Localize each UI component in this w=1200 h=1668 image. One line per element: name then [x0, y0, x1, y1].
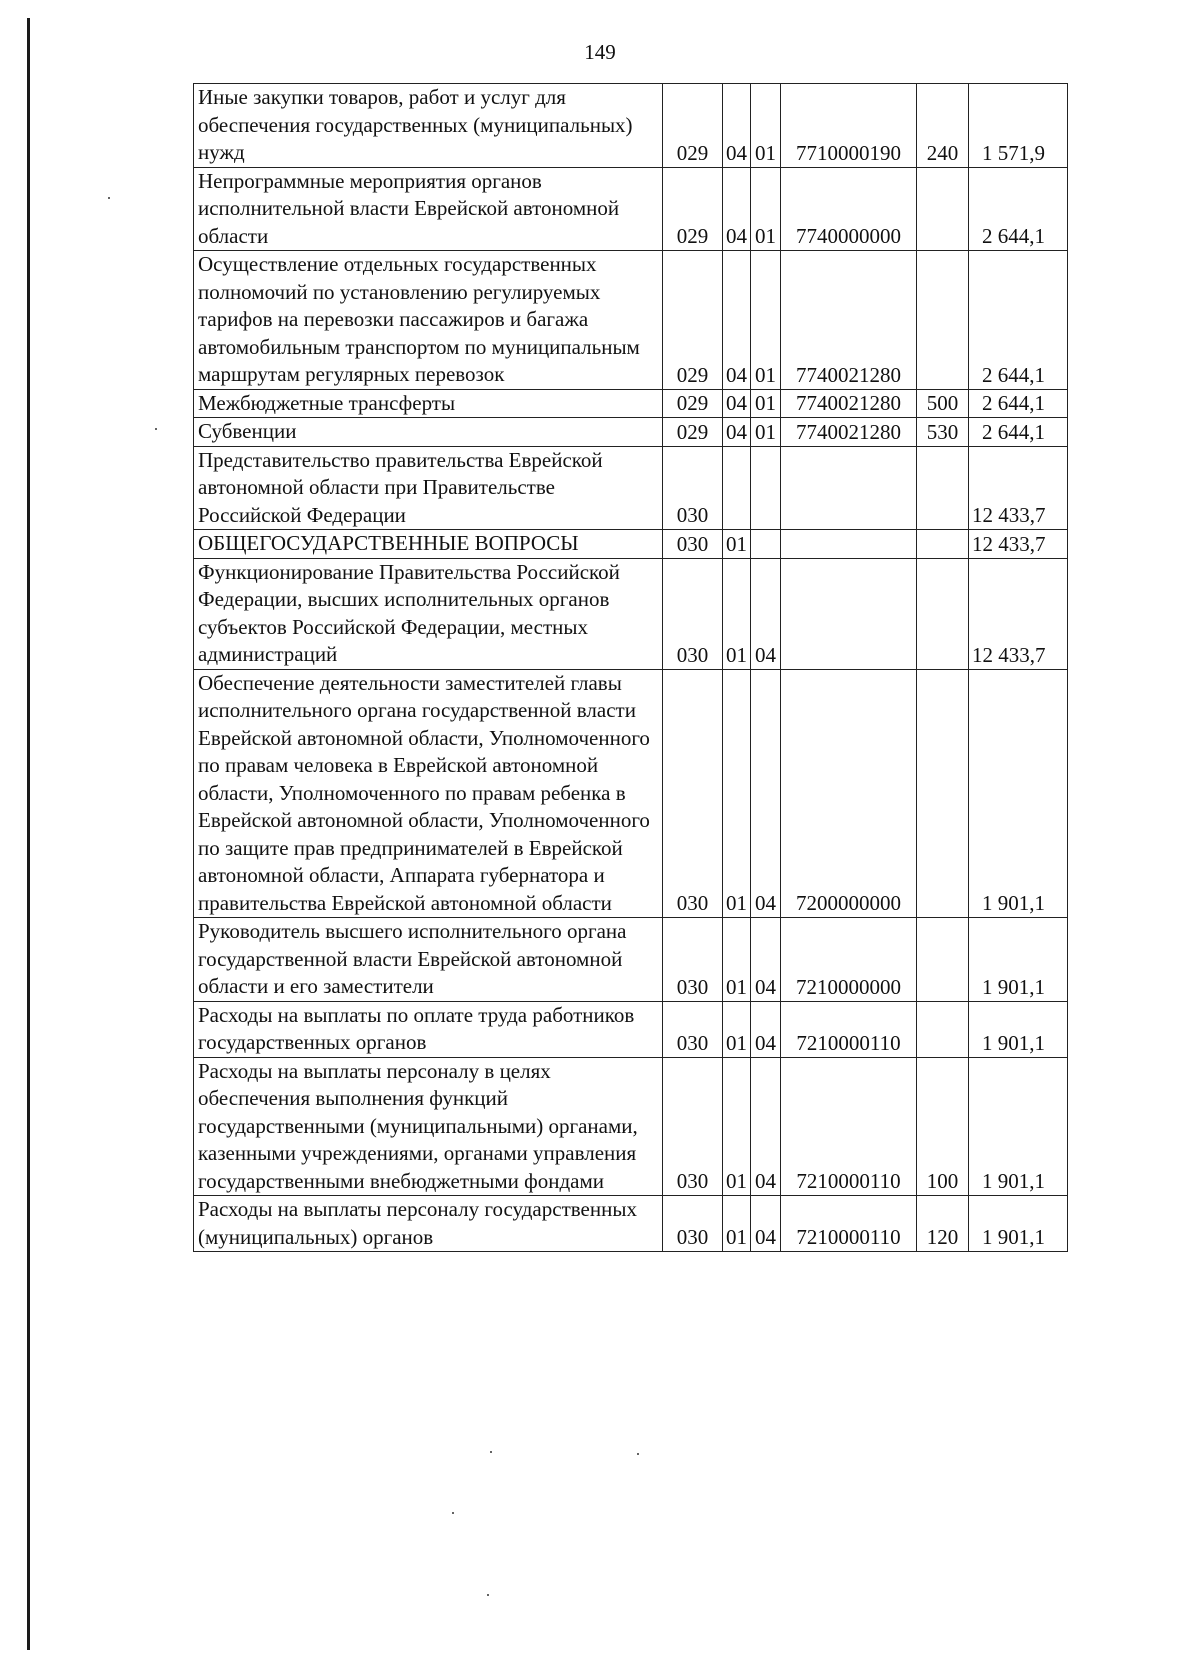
amount: 12 433,7 [969, 530, 1068, 559]
target-code [781, 558, 917, 669]
subsection-code [751, 446, 781, 530]
scan-speck [452, 1512, 454, 1514]
amount: 1 901,1 [969, 1196, 1068, 1252]
expense-type-code: 530 [917, 418, 969, 447]
scan-speck [637, 1453, 639, 1455]
subsection-code: 01 [751, 167, 781, 251]
amount: 1 901,1 [969, 1001, 1068, 1057]
ministry-code: 030 [663, 1057, 723, 1196]
row-name: Расходы на выплаты персоналу в целях обеспечения выполнения функций государственными (муниципальными) органами, казенными учреждениями, органами управления государственными внебюджетными фондами [194, 1057, 663, 1196]
row-name: Функционирование Правительства Российской Федерации, высших исполнительных органов субъектов Российской Федерации, местных администраций [194, 558, 663, 669]
table-row [194, 84, 1068, 168]
target-code: 7210000110 [781, 1001, 917, 1057]
ministry-code: 030 [663, 530, 723, 559]
target-code: 7210000110 [781, 1057, 917, 1196]
table-row [194, 918, 1068, 1002]
subsection-code: 04 [751, 558, 781, 669]
row-name: Расходы на выплаты персоналу государственных (муниципальных) органов [194, 1196, 663, 1252]
section-code: 04 [723, 389, 751, 418]
section-code: 01 [723, 558, 751, 669]
amount: 2 644,1 [969, 389, 1068, 418]
section-code [723, 446, 751, 530]
expense-type-code: 240 [917, 84, 969, 168]
subsection-code: 01 [751, 251, 781, 390]
table-row [194, 530, 1068, 559]
ministry-code: 029 [663, 389, 723, 418]
amount: 2 644,1 [969, 251, 1068, 390]
expense-type-code [917, 558, 969, 669]
amount: 1 901,1 [969, 669, 1068, 918]
ministry-code: 029 [663, 167, 723, 251]
ministry-code: 029 [663, 418, 723, 447]
amount: 1 901,1 [969, 918, 1068, 1002]
target-code: 7740021280 [781, 418, 917, 447]
target-code: 7210000110 [781, 1196, 917, 1252]
ministry-code: 030 [663, 446, 723, 530]
section-code: 01 [723, 1057, 751, 1196]
subsection-code: 04 [751, 669, 781, 918]
target-code [781, 530, 917, 559]
target-code: 7740021280 [781, 389, 917, 418]
ministry-code: 029 [663, 251, 723, 390]
section-code: 04 [723, 167, 751, 251]
section-code: 04 [723, 251, 751, 390]
row-name: Иные закупки товаров, работ и услуг для обеспечения государственных (муниципальных) нужд [194, 84, 663, 168]
target-code: 7210000000 [781, 918, 917, 1002]
target-code: 7710000190 [781, 84, 917, 168]
row-name: Осуществление отдельных государственных полномочий по установлению регулируемых тарифов на перевозки пассажиров и багажа автомобильным транспортом по муниципальным маршрутам регулярных перевозок [194, 251, 663, 390]
ministry-code: 030 [663, 558, 723, 669]
subsection-code: 01 [751, 418, 781, 447]
target-code: 7740000000 [781, 167, 917, 251]
row-name: Непрограммные мероприятия органов исполнительной власти Еврейской автономной области [194, 167, 663, 251]
amount: 2 644,1 [969, 418, 1068, 447]
subsection-code: 04 [751, 918, 781, 1002]
subsection-code: 01 [751, 389, 781, 418]
table-row [194, 446, 1068, 530]
target-code: 7200000000 [781, 669, 917, 918]
amount: 2 644,1 [969, 167, 1068, 251]
subsection-code: 04 [751, 1057, 781, 1196]
table-row [194, 558, 1068, 669]
table-row [194, 1001, 1068, 1057]
row-name: ОБЩЕГОСУДАРСТВЕННЫЕ ВОПРОСЫ [194, 530, 663, 559]
ministry-code: 029 [663, 84, 723, 168]
scan-speck [490, 1451, 492, 1453]
expense-type-code [917, 1001, 969, 1057]
table-row [194, 418, 1068, 447]
ministry-code: 030 [663, 918, 723, 1002]
row-name: Субвенции [194, 418, 663, 447]
target-code [781, 446, 917, 530]
table-row [194, 669, 1068, 918]
section-code: 01 [723, 1196, 751, 1252]
expense-type-code: 500 [917, 389, 969, 418]
section-code: 01 [723, 1001, 751, 1057]
section-code: 01 [723, 918, 751, 1002]
section-code: 04 [723, 418, 751, 447]
ministry-code: 030 [663, 669, 723, 918]
amount: 12 433,7 [969, 558, 1068, 669]
amount: 1 571,9 [969, 84, 1068, 168]
page-number: 149 [584, 40, 616, 64]
table-row [194, 251, 1068, 390]
section-code: 04 [723, 84, 751, 168]
expense-type-code [917, 446, 969, 530]
expense-type-code [917, 530, 969, 559]
subsection-code: 04 [751, 1196, 781, 1252]
scan-speck [108, 197, 110, 199]
table-row [194, 1057, 1068, 1196]
scan-speck [155, 428, 157, 430]
amount: 12 433,7 [969, 446, 1068, 530]
row-name: Расходы на выплаты по оплате труда работников государственных органов [194, 1001, 663, 1057]
row-name: Руководитель высшего исполнительного органа государственной власти Еврейской автономной области и его заместители [194, 918, 663, 1002]
expense-type-code [917, 167, 969, 251]
ministry-code: 030 [663, 1001, 723, 1057]
scan-speck [487, 1594, 489, 1596]
row-name: Обеспечение деятельности заместителей главы исполнительного органа государственной власти Еврейской автономной области, Уполномоченного по правам человека в Еврейской автономной области, Уполномоченного по правам ребенка в Еврейской автономной области, Уполномоченного по защите прав предпринимателей в Еврейской автономной области, Аппарата губернатора и правительства Еврейской автономной области [194, 669, 663, 918]
row-name: Межбюджетные трансферты [194, 389, 663, 418]
section-code: 01 [723, 530, 751, 559]
section-code: 01 [723, 669, 751, 918]
expense-type-code [917, 251, 969, 390]
expense-type-code [917, 918, 969, 1002]
target-code: 7740021280 [781, 251, 917, 390]
table-row [194, 389, 1068, 418]
ministry-code: 030 [663, 1196, 723, 1252]
expense-type-code: 100 [917, 1057, 969, 1196]
budget-table [193, 83, 1068, 1252]
expense-type-code: 120 [917, 1196, 969, 1252]
table-row [194, 1196, 1068, 1252]
subsection-code: 04 [751, 1001, 781, 1057]
table-row [194, 167, 1068, 251]
table-body [194, 84, 1068, 1252]
subsection-code [751, 530, 781, 559]
expense-type-code [917, 669, 969, 918]
amount: 1 901,1 [969, 1057, 1068, 1196]
subsection-code: 01 [751, 84, 781, 168]
left-margin-line [27, 18, 30, 1650]
row-name: Представительство правительства Еврейской автономной области при Правительстве Российской Федерации [194, 446, 663, 530]
